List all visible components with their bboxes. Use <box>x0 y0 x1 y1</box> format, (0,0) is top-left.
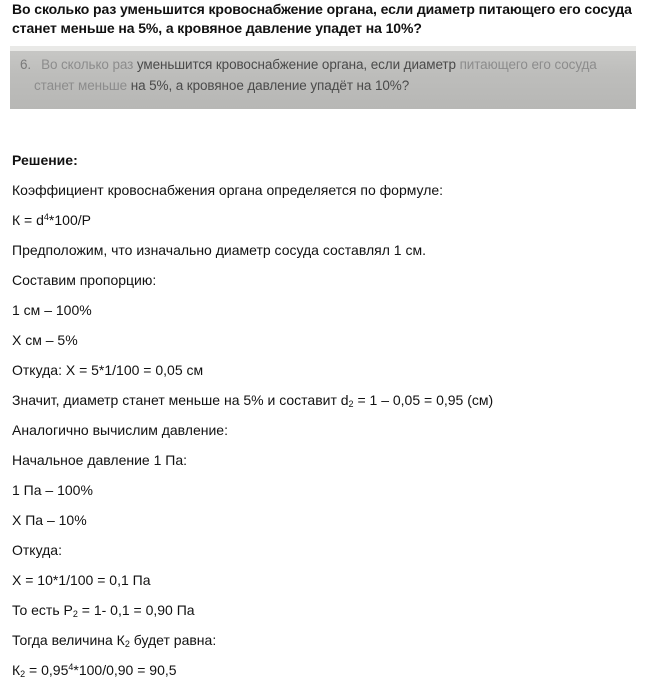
pressure-row-1: 1 Па – 100% <box>12 482 93 498</box>
k-intro-right: будет равна: <box>129 632 217 648</box>
question-title: Во сколько раз уменьшится кровоснабжение органа, если диаметр питающего его сосуда станет меньше на 5%, а кровяное давление упадет на 10%? <box>12 1 632 36</box>
proportion-row-1: 1 см – 100% <box>12 302 92 318</box>
assumption-line: Предположим, что изначально диаметр сосуда составлял 1 см. <box>12 242 426 258</box>
pressure-intro: Аналогично вычислим давление: <box>12 422 228 438</box>
pressure-final-line <box>12 601 195 619</box>
pressure-result: Х = 10*1/100 = 0,1 Па <box>12 572 151 588</box>
photo-line-1 <box>20 57 597 72</box>
result-line: Откуда: Х = 5*1/100 = 0,05 см <box>12 362 204 378</box>
k-calc-left: К <box>12 662 21 678</box>
proportion-row-2: Х см – 5% <box>12 332 78 348</box>
pressure-final-left: То есть Р <box>12 602 73 618</box>
k-intro-left: Тогда величина К <box>12 632 125 648</box>
pressure-row-2: Х Па – 10% <box>12 512 87 528</box>
photo-text: уменьшится кровоснабжение органа, если диаметр <box>136 57 456 72</box>
pressure-result-label: Откуда: <box>12 542 62 558</box>
photo-text: на 5%, а кровяное давление упадёт на 10%? <box>130 78 410 93</box>
formula-right: *100/Р <box>48 212 91 228</box>
formula-power: 4 <box>43 212 49 222</box>
pressure-final-sub: 2 <box>72 609 78 619</box>
k-calc-line <box>12 661 177 679</box>
k-intro-line <box>12 631 216 649</box>
photo-number: 6. <box>20 57 32 72</box>
formula-left: К = d <box>12 212 44 228</box>
photo-text-faded: Во сколько раз <box>41 57 134 72</box>
photo-text-faded: станет меньше <box>34 78 128 93</box>
k-calc-sub: 2 <box>20 669 26 679</box>
diameter-sub: 2 <box>348 399 354 409</box>
k-intro-sub: 2 <box>124 639 130 649</box>
k-calc-sup: 4 <box>68 662 74 672</box>
pressure-start: Начальное давление 1 Па: <box>12 452 187 468</box>
solution-intro: Коэффициент кровоснабжения органа определяется по формуле: <box>12 182 444 198</box>
photo-line-2 <box>34 78 409 93</box>
proportion-line: Составим пропорцию: <box>12 272 157 288</box>
k-calc-mid: = 0,95 <box>25 662 69 678</box>
diameter-right: = 1 – 0,05 = 0,95 (см) <box>353 392 494 408</box>
question-photo <box>10 46 636 109</box>
diameter-left: Значит, диаметр станет меньше на 5% и составит d <box>12 392 349 408</box>
formula-line <box>12 211 91 229</box>
k-calc-right: *100/0,90 = 90,5 <box>73 662 177 678</box>
diameter-line <box>12 391 493 409</box>
solution-heading: Решение: <box>12 152 78 168</box>
pressure-final-right: = 1- 0,1 = 0,90 Па <box>77 602 195 618</box>
photo-text-faded: питающего его сосуда <box>459 57 597 72</box>
